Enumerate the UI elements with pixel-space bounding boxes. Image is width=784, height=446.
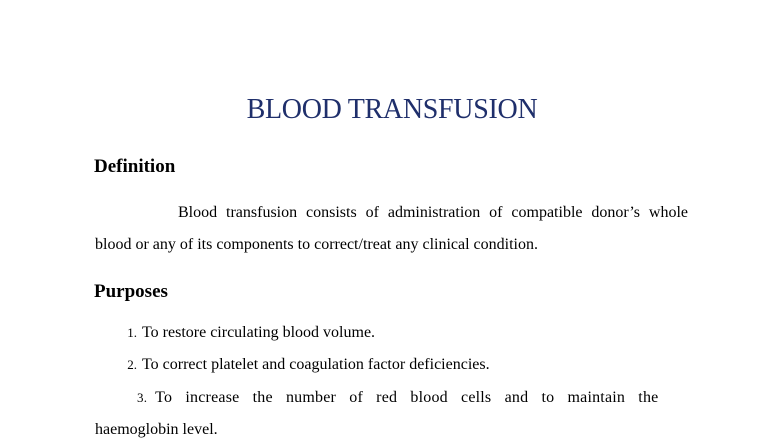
list-item-number: 3. xyxy=(137,390,148,405)
list-item-text: To correct platelet and coagulation factor deficiencies. xyxy=(142,356,490,373)
purpose-list-item xyxy=(95,349,688,381)
purpose-list-item xyxy=(95,382,688,414)
list-item-number: 1. xyxy=(127,325,137,340)
list-item-number: 2. xyxy=(127,357,137,372)
definition-heading: Definition xyxy=(94,156,176,177)
purpose-list-item xyxy=(95,317,688,349)
list-item-text: To increase the number of red blood cells and to maintain the xyxy=(155,389,659,406)
definition-paragraph: Blood transfusion consists of administration of compatible donor’s whole blood or any of its components to correct/treat any clinical condition. xyxy=(95,204,688,253)
list-item-continuation: haemoglobin level. xyxy=(95,421,218,438)
list-item-text: To restore circulating blood volume. xyxy=(142,324,376,341)
page-title: BLOOD TRANSFUSION xyxy=(246,94,538,125)
purposes-heading: Purposes xyxy=(94,281,168,302)
